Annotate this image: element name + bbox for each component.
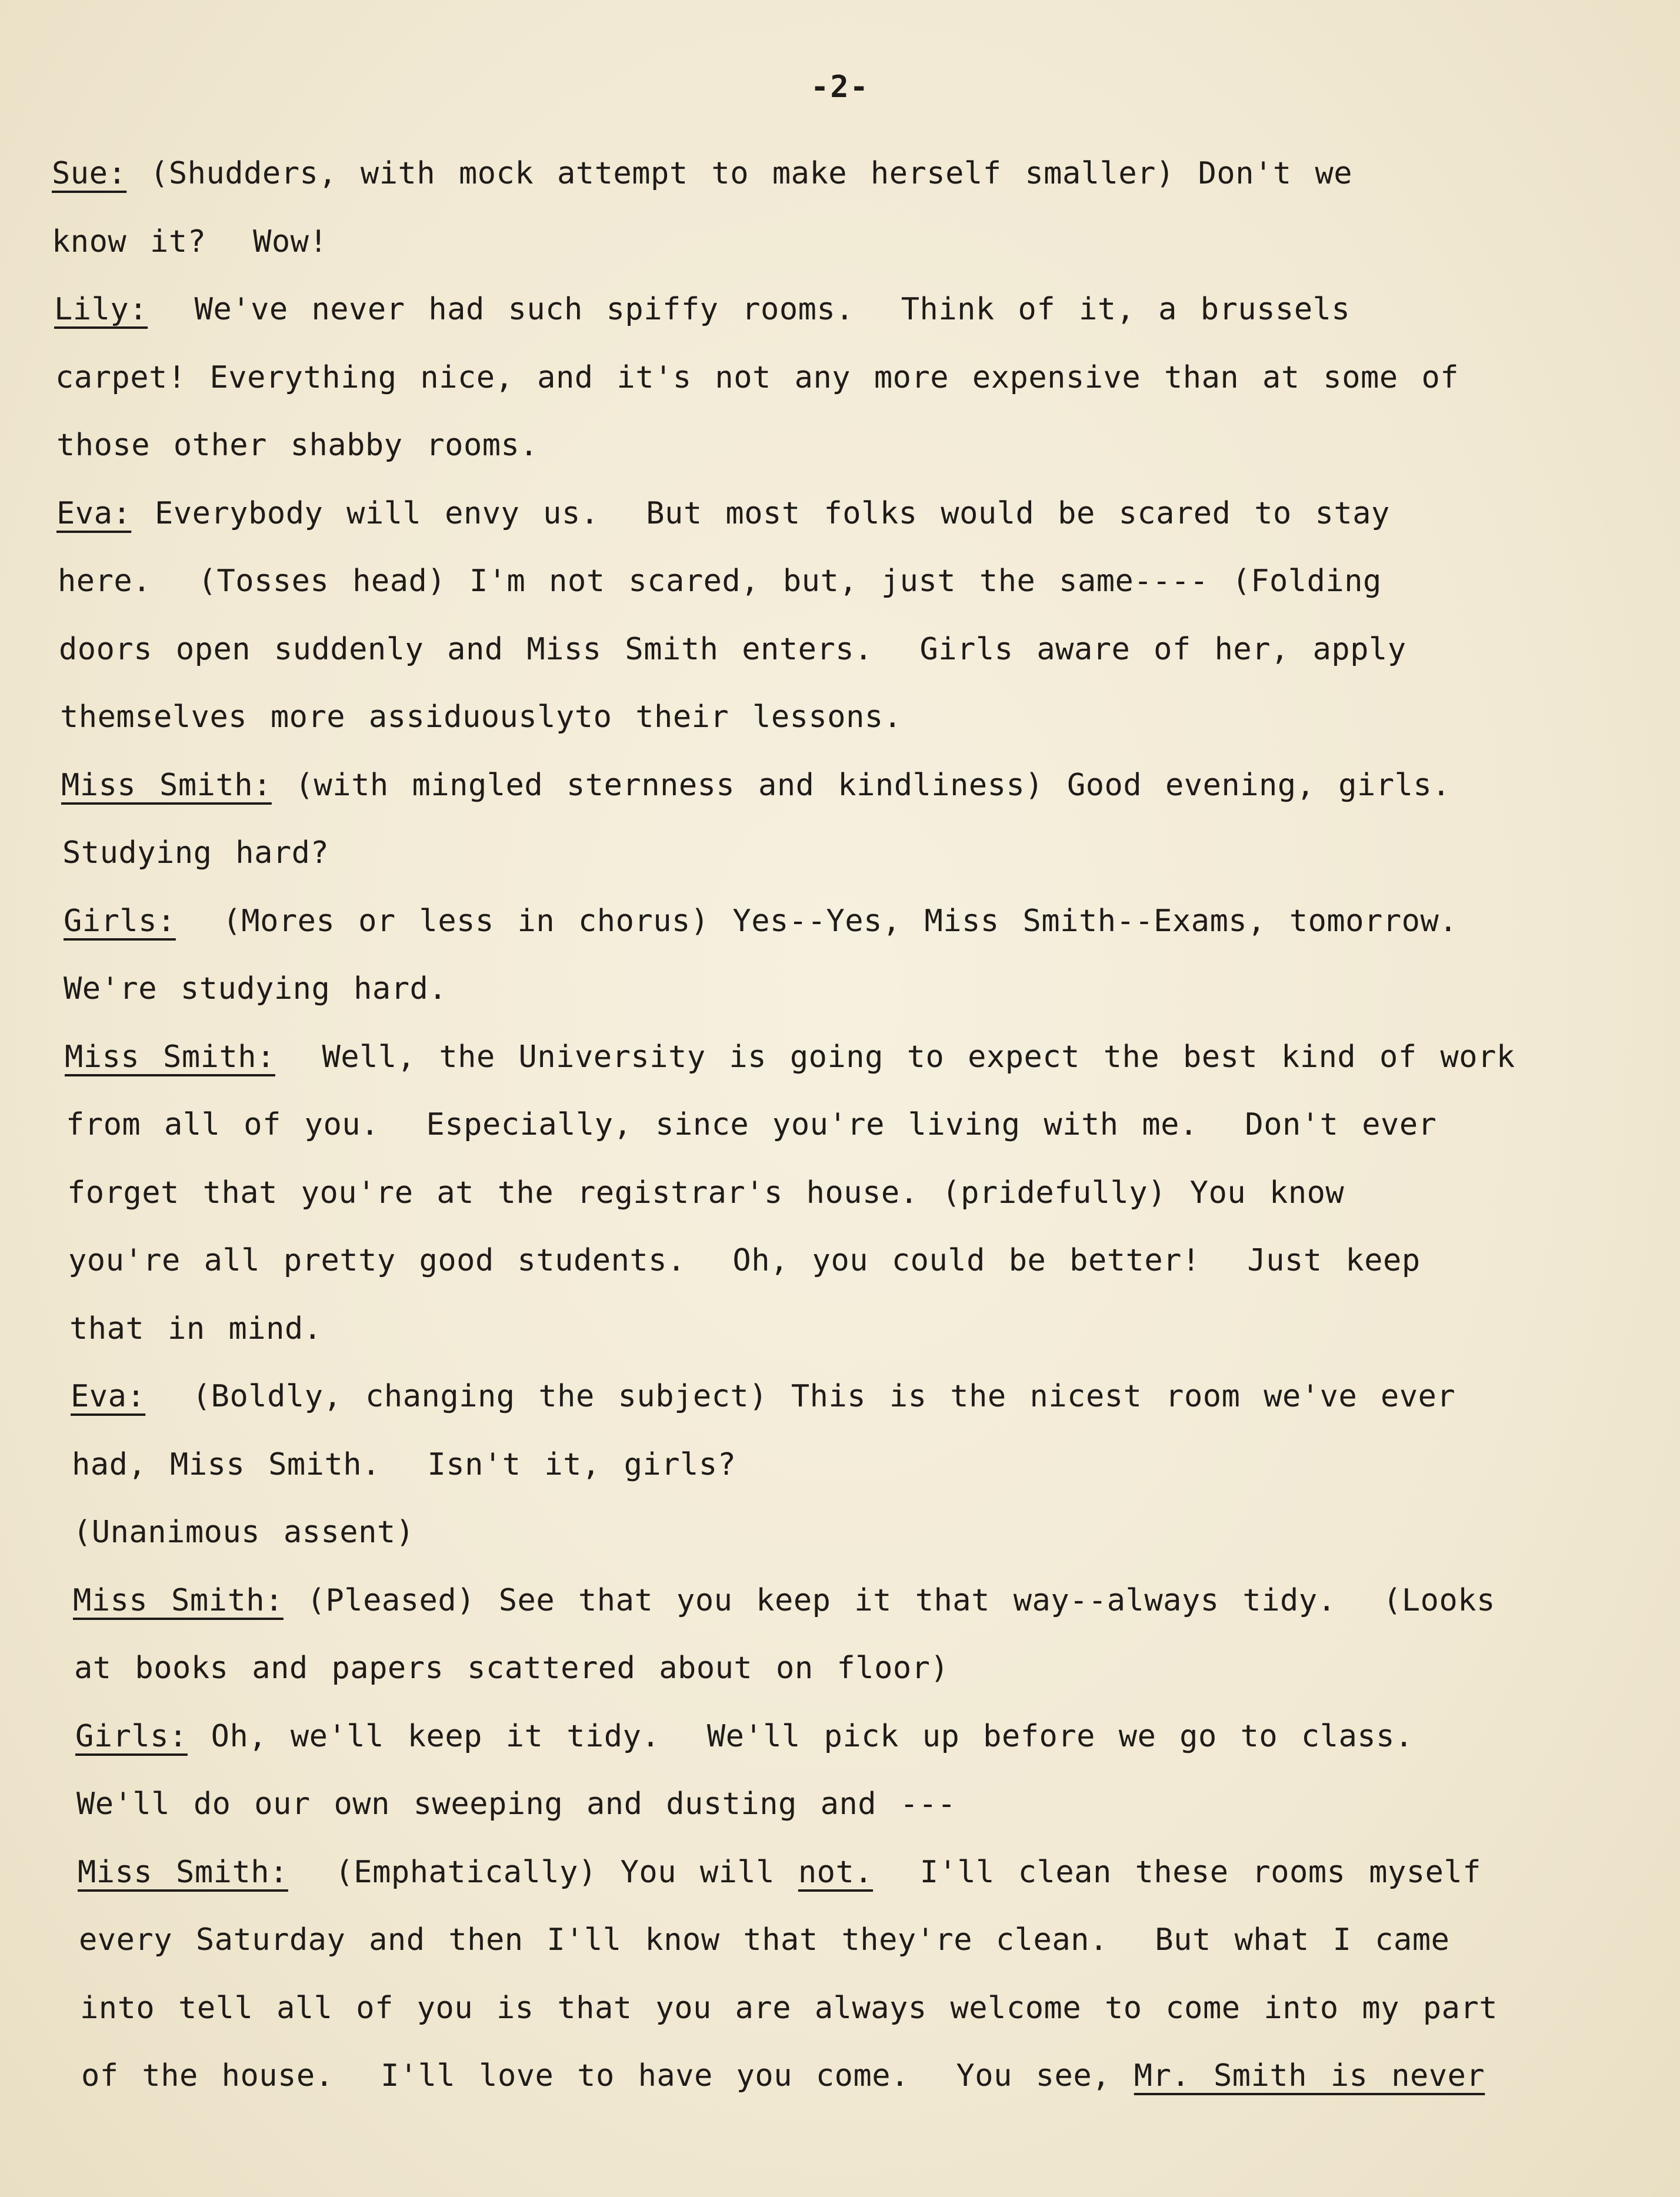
line-text: Everybody will envy us. But most folks would be scared to stay [131,495,1390,531]
line-text: (Shudders, with mock attempt to make herself smaller) Don't we [126,156,1353,191]
speaker-name: Eva: [71,1379,146,1414]
line-text: carpet! Everything nice, and it's not any more expensive than at some of [55,359,1459,395]
line-text: from all of you. Especially, since you're living with me. Don't ever [66,1107,1437,1142]
line-text: of the house. I'll love to have you come. You see, [81,2058,1134,2093]
script-line [52,276,1616,344]
line-text-after: I'll clean these rooms myself [873,1854,1482,1890]
script-line [52,616,1616,684]
script-line [52,548,1616,616]
script-line [52,1363,1616,1431]
script-line [52,1567,1616,1635]
line-text: We've never had such spiffy rooms. Think of it, a brussels [148,292,1351,327]
script-line [52,1839,1616,1907]
line-text: We'll do our own sweeping and dusting and --- [76,1786,956,1822]
line-text: you're all pretty good students. Oh, you could be better! Just keep [68,1243,1421,1278]
script-line [52,1024,1616,1092]
script-line [52,684,1616,752]
line-text: forget that you're at the registrar's house. (pridefully) You know [67,1175,1345,1211]
line-text: (Mores or less in chorus) Yes--Yes, Miss Smith--Exams, tomorrow. [175,903,1458,939]
underlined-text: not. [798,1854,874,1890]
script-line [52,1091,1616,1159]
speaker-name: Miss Smith: [65,1039,275,1075]
line-text: (Boldly, changing the subject) This is the nicest room we've ever [145,1379,1456,1414]
line-text: know it? Wow! [52,224,328,259]
script-line [52,480,1616,548]
script-line [52,1499,1616,1567]
script-line [52,1906,1616,1975]
script-line [52,752,1616,820]
line-text: that in mind. [69,1311,322,1346]
script-line [52,140,1616,208]
line-text: doors open suddenly and Miss Smith enters. Girls aware of her, apply [59,631,1406,667]
speaker-name: Miss Smith: [78,1854,288,1890]
underlined-text: Mr. Smith is never [1134,2058,1485,2093]
script-line [52,1635,1616,1703]
line-text: (with mingled sternness and kindliness) Good evening, girls. [271,767,1451,803]
line-text: (Pleased) See that you keep it that way--always tidy. (Looks [283,1582,1495,1618]
script-line [52,208,1616,276]
line-text: here. (Tosses head) I'm not scared, but, just the same---- (Folding [58,564,1382,599]
script-line [52,888,1616,956]
speaker-name: Miss Smith: [73,1582,284,1618]
line-text: those other shabby rooms. [56,428,539,463]
line-text: Studying hard? [62,835,329,871]
line-text: every Saturday and then I'll know that they're clean. But what I came [79,1922,1450,1958]
speaker-name: Girls: [75,1718,188,1754]
script-line [52,819,1616,888]
script-line [52,1703,1616,1771]
line-text: We're studying hard. [64,971,448,1006]
page-number: -2- [811,69,869,105]
script-line [52,1295,1616,1363]
line-text: at books and papers scattered about on floor) [74,1651,949,1686]
line-text: (Unanimous assent) [73,1515,415,1550]
line-text: Oh, we'll keep it tidy. We'll pick up before we go to class. [187,1718,1414,1754]
line-text: (Emphatically) You will [288,1854,798,1890]
speaker-name: Lily: [54,292,148,327]
speaker-name: Eva: [56,495,132,531]
script-line [52,344,1616,412]
script-line [52,1159,1616,1228]
script-line [52,2042,1616,2111]
script-body [52,140,1616,2111]
script-line [52,1975,1616,2043]
line-text: Well, the University is going to expect the best kind of work [275,1039,1515,1075]
script-line [52,955,1616,1024]
script-line [52,412,1616,480]
script-line [52,1771,1616,1839]
speaker-name: Girls: [64,903,176,939]
line-text: themselves more assiduouslyto their lessons. [60,699,902,735]
line-text: had, Miss Smith. Isn't it, girls? [72,1446,736,1482]
speaker-name: Sue: [52,156,127,191]
script-line [52,1227,1616,1295]
line-text: into tell all of you is that you are always welcome to come into my part [80,1990,1498,2026]
speaker-name: Miss Smith: [61,767,272,803]
script-line [52,1431,1616,1499]
